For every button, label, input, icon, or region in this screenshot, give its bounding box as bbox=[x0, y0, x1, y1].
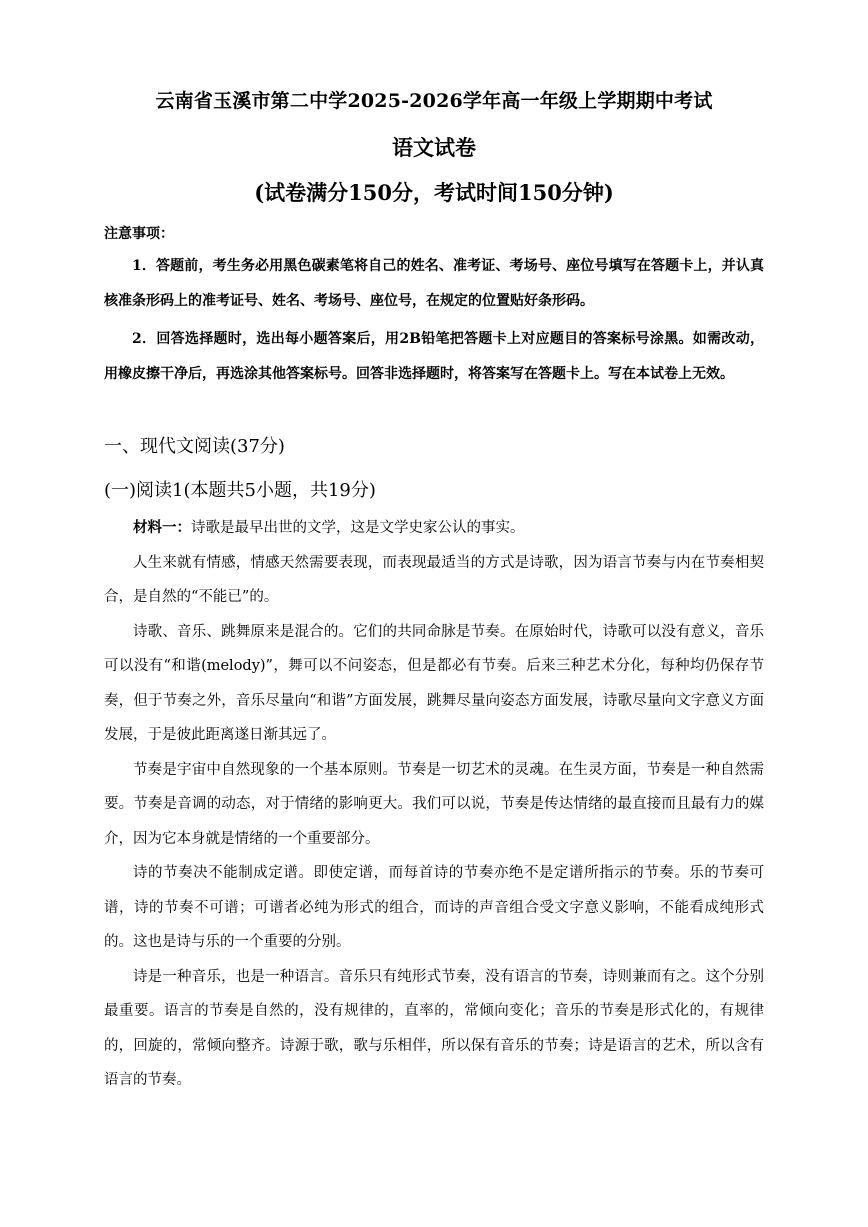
material-paragraph-4: 节奏是宇宙中自然现象的一个基本原则。节奏是一切艺术的灵魂。在生灵方面，节奏是一种自然需要。节奏是音调的动态，对于情绪的影响更大。我们可以说，节奏是传达情绪的最直接而且最有力的媒介，因为它本身就是情绪的一个重要部分。 bbox=[104, 761, 764, 847]
material-paragraph-5: 诗的节奏决不能制成定谱。即使定谱，而每首诗的节奏亦绝不是定谱所指示的节奏。乐的节奏可谱，诗的节奏不可谱；可谱者必纯为形式的组合，而诗的声音组合受文字意义影响，不能看成纯形式的。这也是诗与乐的一个重要的分别。 bbox=[104, 865, 764, 950]
notice-item-2: 2．回答选择题时，选出每小题答案后，用2B铅笔把答题卡上对应题目的答案标号涂黑。如需改动，用橡皮擦干净后，再选涂其他答案标号。回答非选择题时，将答案写在答题卡上。写在本试卷上无效。 bbox=[104, 331, 764, 382]
exam-info: (试卷满分150分，考试时间150分钟) bbox=[254, 180, 614, 205]
subject-title: 语文试卷 bbox=[392, 135, 476, 160]
reading-section bbox=[104, 432, 764, 1098]
exam-title: 云南省玉溪市第二中学2025-2026学年高一年级上学期期中考试 bbox=[155, 90, 713, 112]
paragraph-text: 诗歌是最早出世的文学，这是文学史家公认的事实。 bbox=[191, 520, 525, 536]
material-paragraph-3: 诗歌、音乐、跳舞原来是混合的。它们的共同命脉是节奏。在原始时代，诗歌可以没有意义，音乐可以没有“和谐(melody)”，舞可以不问姿态，但是都必有节奏。后来三种艺术分化，每种均仍保存节奏，但于节奏之外，音乐尽量向“和谐”方面发展，跳舞尽量向姿态方面发展，诗歌尽量向文字意义方面发展，于是彼此距离遂日渐其远了。 bbox=[104, 623, 764, 743]
notice-block bbox=[104, 222, 764, 392]
notice-heading: 注意事项： bbox=[104, 226, 174, 242]
material-label: 材料一： bbox=[133, 519, 191, 536]
subsection-heading: (一)阅读1(本题共5小题，共19分) bbox=[104, 480, 376, 501]
material-paragraph-1 bbox=[104, 511, 764, 546]
section-heading: 一、现代文阅读(37分) bbox=[104, 436, 285, 457]
notice-item-1: 1．答题前，考生务必用黑色碳素笔将自己的姓名、准考证、考场号、座位号填写在答题卡上，并认真核准条形码上的准考证号、姓名、考场号、座位号，在规定的位置贴好条形码。 bbox=[104, 258, 764, 309]
material-paragraph-2: 人生来就有情感，情感天然需要表现，而表现最适当的方式是诗歌，因为语言节奏与内在节奏相契合，是自然的“不能已”的。 bbox=[104, 554, 764, 605]
material-paragraph-6: 诗是一种音乐，也是一种语言。音乐只有纯形式节奏，没有语言的节奏，诗则兼而有之。这个分别最重要。语言的节奏是自然的，没有规律的，直率的，常倾向变化；音乐的节奏是形式化的，有规律的，回旋的，常倾向整齐。诗源于歌，歌与乐相伴，所以保有音乐的节奏；诗是语言的艺术，所以含有语言的节奏。 bbox=[104, 968, 764, 1088]
